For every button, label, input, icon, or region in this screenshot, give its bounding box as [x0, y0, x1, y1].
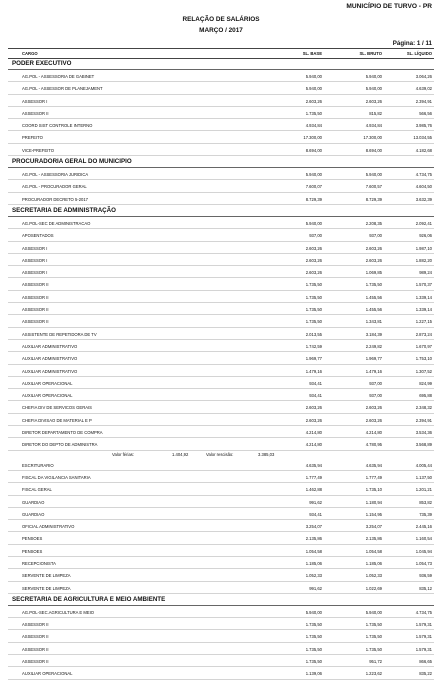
base-salary-cell: 1.735,50 [305, 307, 322, 313]
net-salary-cell: 1.987,10 [415, 245, 432, 251]
gross-salary-cell: 4.214,80 [365, 430, 382, 436]
base-salary-cell: 2.135,86 [305, 536, 322, 542]
gross-salary-cell: 2.135,86 [365, 536, 382, 542]
net-salary-cell: 835,12 [419, 585, 432, 591]
cargo-cell: AUXILIAR ADMINISTRATIVO [22, 356, 78, 362]
net-salary-cell: 1.045,94 [415, 548, 432, 554]
net-salary-cell: 1.339,14 [415, 294, 432, 300]
base-salary-cell: 1.479,16 [305, 368, 322, 374]
base-salary-cell: 2.603,26 [305, 257, 322, 263]
table-row [8, 278, 434, 290]
table-row [8, 303, 434, 315]
net-salary-cell: 1.579,31 [415, 622, 432, 628]
cargo-cell: AUXILIAR OPERACIONAL [22, 671, 73, 677]
cargo-cell: FISCAL GERAL [22, 487, 52, 493]
gross-salary-cell: 17.300,00 [363, 135, 382, 141]
base-salary-cell: 4.635,94 [305, 462, 322, 468]
table-row [8, 229, 434, 241]
base-salary-cell: 1.969,77 [305, 356, 322, 362]
table-row [8, 168, 434, 180]
net-salary-cell: 2.092,41 [415, 220, 432, 226]
base-salary-cell: 3.254,07 [305, 524, 322, 530]
net-salary-cell: 824,99 [419, 380, 432, 386]
base-salary-cell: 1.735,50 [305, 634, 322, 640]
net-salary-cell: 2.873,24 [415, 331, 432, 337]
base-salary-cell: 937,00 [309, 233, 322, 239]
table-row [8, 618, 434, 630]
cargo-cell: AUXILIAR OPERACIONAL [22, 393, 73, 399]
table-row [8, 95, 434, 107]
gross-salary-cell: 1.022,69 [365, 585, 382, 591]
gross-salary-cell: 1.455,56 [365, 294, 382, 300]
base-salary-cell: 2.603,26 [305, 417, 322, 423]
base-salary-cell: 1.735,50 [305, 294, 322, 300]
cargo-cell: ASSESSOR II [22, 634, 49, 640]
base-salary-cell: 934,41 [309, 393, 322, 399]
cargo-cell: ASSESSOR II [22, 307, 49, 313]
base-salary-cell: 4.214,80 [305, 442, 322, 448]
cargo-cell: ASSESSOR II [22, 294, 49, 300]
cargo-cell: ASSESSOR I [22, 98, 48, 104]
vacation-termination-note [8, 451, 434, 459]
net-salary-cell: 3.534,36 [415, 430, 432, 436]
table-row [8, 82, 434, 94]
table-row [8, 508, 434, 520]
cargo-cell: AUXILIAR OPERACIONAL [22, 380, 73, 386]
net-salary-cell: 4.639,02 [415, 86, 432, 92]
net-salary-cell: 835,22 [419, 671, 432, 677]
table-row [8, 119, 434, 131]
table-row [8, 401, 434, 413]
gross-salary-cell: 1.185,06 [365, 560, 382, 566]
net-salary-cell: 1.054,73 [415, 560, 432, 566]
cargo-cell: ASSESSOR II [22, 622, 49, 628]
net-salary-cell: 4.604,50 [415, 184, 432, 190]
net-salary-cell: 1.137,50 [415, 474, 432, 480]
gross-salary-cell: 2.603,26 [365, 405, 382, 411]
gross-salary-cell: 8.694,00 [365, 147, 382, 153]
base-salary-cell: 934,41 [309, 511, 322, 517]
net-salary-cell: 1.201,21 [415, 487, 432, 493]
gross-salary-cell: 1.455,56 [365, 307, 382, 313]
net-salary-cell: 1.570,37 [415, 282, 432, 288]
section-heading [8, 205, 434, 217]
column-header-cargo: CARGO [22, 51, 38, 56]
net-salary-cell: 13.034,55 [413, 135, 432, 141]
net-salary-cell: 1.753,10 [415, 356, 432, 362]
gross-salary-cell: 3.254,07 [365, 524, 382, 530]
base-salary-cell: 5.940,00 [305, 74, 322, 79]
table-row [8, 520, 434, 532]
gross-salary-cell: 2.603,26 [365, 417, 382, 423]
base-salary-cell: 1.735,50 [305, 646, 322, 652]
gross-salary-cell: 1.735,10 [365, 487, 382, 493]
cargo-cell: GUARDIAO [22, 499, 45, 505]
table-row [8, 471, 434, 483]
table-row [8, 193, 434, 205]
net-salary-cell: 735,39 [419, 511, 432, 517]
gross-salary-cell: 1.069,85 [365, 270, 382, 276]
report-title: RELAÇÃO DE SALÁRIOS [182, 16, 260, 23]
net-salary-cell: 853,82 [419, 499, 432, 505]
net-salary-cell: 2.445,16 [415, 524, 432, 530]
table-row [8, 315, 434, 327]
cargo-cell: AG.POL - PROCURADOR GERAL [22, 184, 87, 190]
base-salary-cell: 2.603,26 [305, 270, 322, 276]
net-salary-cell: 936,59 [419, 573, 432, 579]
table-row [8, 483, 434, 495]
table-row [8, 377, 434, 389]
net-salary-cell: 3.632,39 [415, 196, 432, 202]
base-salary-cell: 934,41 [309, 380, 322, 386]
net-salary-cell: 2.394,91 [415, 417, 432, 423]
table-row [8, 352, 434, 364]
base-salary-cell: 2.603,26 [305, 245, 322, 251]
gross-salary-cell: 5.940,00 [365, 172, 382, 178]
net-salary-cell: 926,06 [419, 233, 432, 239]
cargo-cell: ASSESSOR II [22, 646, 49, 652]
column-header-liquido: SL. LÍQUIDO [406, 51, 432, 56]
base-salary-cell: 1.735,50 [305, 659, 322, 665]
table-row [8, 254, 434, 266]
gross-salary-cell: 1.735,50 [365, 646, 382, 652]
base-salary-cell: 2.013,55 [305, 331, 322, 337]
cargo-cell: SERVENTE DE LIMPEZA [22, 585, 71, 591]
cargo-cell: ASSISTENTE DE REPETIDORA DE TV [22, 331, 97, 337]
gross-salary-cell: 1.343,81 [365, 319, 382, 325]
gross-salary-cell: 4.934,84 [365, 123, 382, 129]
table-row [8, 340, 434, 352]
ferias-value: 1.404,92 [172, 451, 189, 457]
gross-salary-cell: 937,00 [369, 380, 382, 386]
base-salary-cell: 8.694,00 [305, 147, 322, 153]
net-salary-cell: 1.670,97 [415, 343, 432, 349]
cargo-cell: ASSESSOR II [22, 319, 49, 325]
cargo-cell: DIRETOR DO DEPTO DE ADMINISTRA [22, 442, 98, 448]
cargo-cell: AG.POL-SEC DE ADMINISTRACAO [22, 220, 91, 226]
cargo-cell: PREFEITO [22, 135, 43, 141]
net-salary-cell: 695,88 [419, 393, 432, 399]
cargo-cell: PROCURADOR DECRETO 5-2017 [22, 196, 89, 202]
section-heading [8, 594, 434, 606]
cargo-cell: PENSOES [22, 536, 43, 542]
base-salary-cell: 4.214,80 [305, 430, 322, 436]
cargo-cell: DIRETOR DEPARTAMENTO DE COMPRA [22, 430, 103, 436]
report-period: MARÇO / 2017 [199, 27, 243, 34]
table-row [8, 180, 434, 192]
cargo-cell: PENSOES [22, 548, 43, 554]
gross-salary-cell: 5.940,00 [365, 74, 382, 79]
net-salary-cell: 1.339,14 [415, 307, 432, 313]
ferias-label: Valor férias: [112, 451, 135, 457]
net-salary-cell: 3.985,76 [415, 123, 432, 129]
section-heading [8, 156, 434, 168]
section-title: PROCURADORIA GERAL DO MUNICIPIO [12, 158, 132, 166]
gross-salary-cell: 7.600,57 [365, 184, 382, 190]
base-salary-cell: 5.940,00 [305, 220, 322, 226]
base-salary-cell: 1.735,50 [305, 319, 322, 325]
section-title: SECRETARIA DE AGRICULTURA E MEIO AMBIENTE [12, 595, 166, 603]
gross-salary-cell: 1.969,77 [365, 356, 382, 362]
cargo-cell: ESCRITURARIO [22, 462, 54, 468]
base-salary-cell: 5.940,00 [305, 172, 322, 178]
base-salary-cell: 7.600,07 [305, 184, 322, 190]
table-row [8, 667, 434, 679]
section-title: PODER EXECUTIVO [12, 60, 72, 67]
cargo-cell: ASSESSOR I [22, 245, 48, 251]
cargo-cell: ASSESSOR II [22, 282, 49, 288]
net-salary-cell: 4.734,75 [415, 609, 432, 615]
base-salary-cell: 1.735,50 [305, 622, 322, 628]
base-salary-cell: 5.940,00 [305, 609, 322, 615]
gross-salary-cell: 1.735,50 [365, 282, 382, 288]
gross-salary-cell: 2.208,35 [365, 220, 382, 226]
gross-salary-cell: 937,00 [369, 393, 382, 399]
cargo-cell: ASSESSOR II [22, 110, 49, 116]
gross-salary-cell: 2.603,26 [365, 245, 382, 251]
cargo-cell: CHEFIA DIVISAO DE MATERIAL E P [22, 417, 92, 423]
section-title: SECRETARIA DE ADMINISTRAÇÃO [12, 206, 116, 214]
base-salary-cell: 1.462,88 [305, 487, 322, 493]
gross-salary-cell: 1.180,94 [365, 499, 382, 505]
net-salary-cell: 866,65 [419, 659, 432, 665]
base-salary-cell: 1.139,06 [305, 671, 322, 677]
gross-salary-cell: 4.780,95 [365, 442, 382, 448]
page-indicator: Página: 1 / 11 [392, 40, 432, 47]
base-salary-cell: 1.052,33 [305, 573, 322, 579]
table-row [8, 242, 434, 254]
net-salary-cell: 1.227,15 [415, 319, 432, 325]
gross-salary-cell: 5.940,00 [365, 609, 382, 615]
table-row [8, 291, 434, 303]
base-salary-cell: 8.729,39 [305, 196, 322, 202]
cargo-cell: AG.POL - ASSESSOR DE PLANEJAMENT [22, 86, 103, 92]
table-row [8, 569, 434, 581]
gross-salary-cell: 951,72 [369, 659, 382, 665]
cargo-cell: FISCAL DA VIGILANCIA SANITARIA [22, 474, 91, 480]
municipality-name: MUNICÍPIO DE TURVO - PR [346, 3, 432, 10]
cargo-cell: AG.POL - ASSESSORIA JURIDICA [22, 172, 89, 178]
cargo-cell: ASSESSOR I [22, 257, 48, 263]
gross-salary-cell: 1.735,50 [365, 634, 382, 640]
base-salary-cell: 1.735,50 [305, 282, 322, 288]
cargo-cell: OFICIAL ADMINISTRATIVO [22, 524, 75, 530]
table-row [8, 557, 434, 569]
base-salary-cell: 5.940,00 [305, 86, 322, 92]
cargo-cell: VICE-PREFEITO [22, 147, 55, 153]
net-salary-cell: 1.160,54 [415, 536, 432, 542]
table-row [8, 630, 434, 642]
gross-salary-cell: 2.603,26 [365, 98, 382, 104]
gross-salary-cell: 5.940,00 [365, 86, 382, 92]
gross-salary-cell: 3.184,39 [365, 331, 382, 337]
base-salary-cell: 991,62 [309, 585, 322, 591]
table-row [8, 545, 434, 557]
section-heading [8, 58, 434, 70]
net-salary-cell: 989,24 [419, 270, 432, 276]
cargo-cell: AG.POL - ASSESSORIA DE GABINET [22, 74, 95, 79]
table-row [8, 266, 434, 278]
table-row [8, 438, 434, 450]
cargo-cell: CHEFIA DIV DE SERVICOS GERAIS [22, 405, 92, 411]
table-row [8, 496, 434, 508]
net-salary-cell: 2.394,91 [415, 98, 432, 104]
table-row [8, 582, 434, 594]
cargo-cell: GUARDIAO [22, 511, 45, 517]
base-salary-cell: 2.603,26 [305, 98, 322, 104]
net-salary-cell: 1.882,20 [415, 257, 432, 263]
table-row [8, 328, 434, 340]
net-salary-cell: 4.734,75 [415, 172, 432, 178]
base-salary-cell: 991,62 [309, 499, 322, 505]
table-row [8, 532, 434, 544]
table-row [8, 655, 434, 667]
table-row [8, 459, 434, 471]
cargo-cell: SERVENTE DE LIMPEZA [22, 573, 71, 579]
base-salary-cell: 1.742,59 [305, 343, 322, 349]
gross-salary-cell: 1.479,16 [365, 368, 382, 374]
gross-salary-cell: 1.735,50 [365, 622, 382, 628]
cargo-cell: COORD SIST CONTROLE INTERNO [22, 123, 93, 129]
net-salary-cell: 3.568,89 [415, 442, 432, 448]
net-salary-cell: 1.579,31 [415, 646, 432, 652]
net-salary-cell: 4.182,68 [415, 147, 432, 153]
column-header-bruto: SL. BRUTO [359, 51, 382, 56]
table-row [8, 107, 434, 119]
gross-salary-cell: 1.223,62 [365, 671, 382, 677]
net-salary-cell: 1.307,52 [415, 368, 432, 374]
net-salary-cell: 2.348,32 [415, 405, 432, 411]
table-row [8, 131, 434, 143]
base-salary-cell: 1.735,50 [305, 110, 322, 116]
cargo-cell: APOSENTADOS [22, 233, 54, 239]
gross-salary-cell: 1.777,49 [365, 474, 382, 480]
cargo-cell: RECEPCIONISTA [22, 560, 56, 566]
table-row [8, 70, 434, 82]
base-salary-cell: 1.185,06 [305, 560, 322, 566]
cargo-cell: AUXILIAR ADMINISTRATIVO [22, 368, 78, 374]
table-row [8, 389, 434, 401]
base-salary-cell: 17.300,00 [303, 135, 322, 141]
column-header-base: SL. BASE [302, 51, 322, 56]
net-salary-cell: 3.064,26 [415, 74, 432, 79]
cargo-cell: ASSESSOR I [22, 270, 48, 276]
table-row [8, 606, 434, 618]
base-salary-cell: 1.054,58 [305, 548, 322, 554]
net-salary-cell: 4.005,44 [415, 462, 432, 468]
net-salary-cell: 1.579,31 [415, 634, 432, 640]
gross-salary-cell: 2.249,82 [365, 343, 382, 349]
table-row [8, 365, 434, 377]
cargo-cell: AUXILIAR ADMINISTRATIVO [22, 343, 78, 349]
base-salary-cell: 4.934,84 [305, 123, 322, 129]
gross-salary-cell: 815,82 [369, 110, 382, 116]
gross-salary-cell: 4.635,94 [365, 462, 382, 468]
gross-salary-cell: 8.729,39 [365, 196, 382, 202]
gross-salary-cell: 1.054,58 [365, 548, 382, 554]
gross-salary-cell: 937,00 [369, 233, 382, 239]
rescisao-label: Valor rescisão: [206, 451, 234, 457]
gross-salary-cell: 1.052,33 [365, 573, 382, 579]
cargo-cell: ASSESSOR II [22, 659, 49, 665]
gross-salary-cell: 2.603,26 [365, 257, 382, 263]
base-salary-cell: 2.603,26 [305, 405, 322, 411]
rescisao-value: 3.385,03 [258, 451, 275, 457]
net-salary-cell: 566,56 [419, 110, 432, 116]
gross-salary-cell: 1.154,95 [365, 511, 382, 517]
table-row [8, 414, 434, 426]
base-salary-cell: 1.777,49 [305, 474, 322, 480]
table-row [8, 217, 434, 229]
cargo-cell: AG.POL-SEC.AGRICULTURA E MEIO [22, 609, 95, 615]
salary-table-body [8, 58, 434, 680]
table-row [8, 426, 434, 438]
table-row [8, 643, 434, 655]
table-row [8, 144, 434, 156]
